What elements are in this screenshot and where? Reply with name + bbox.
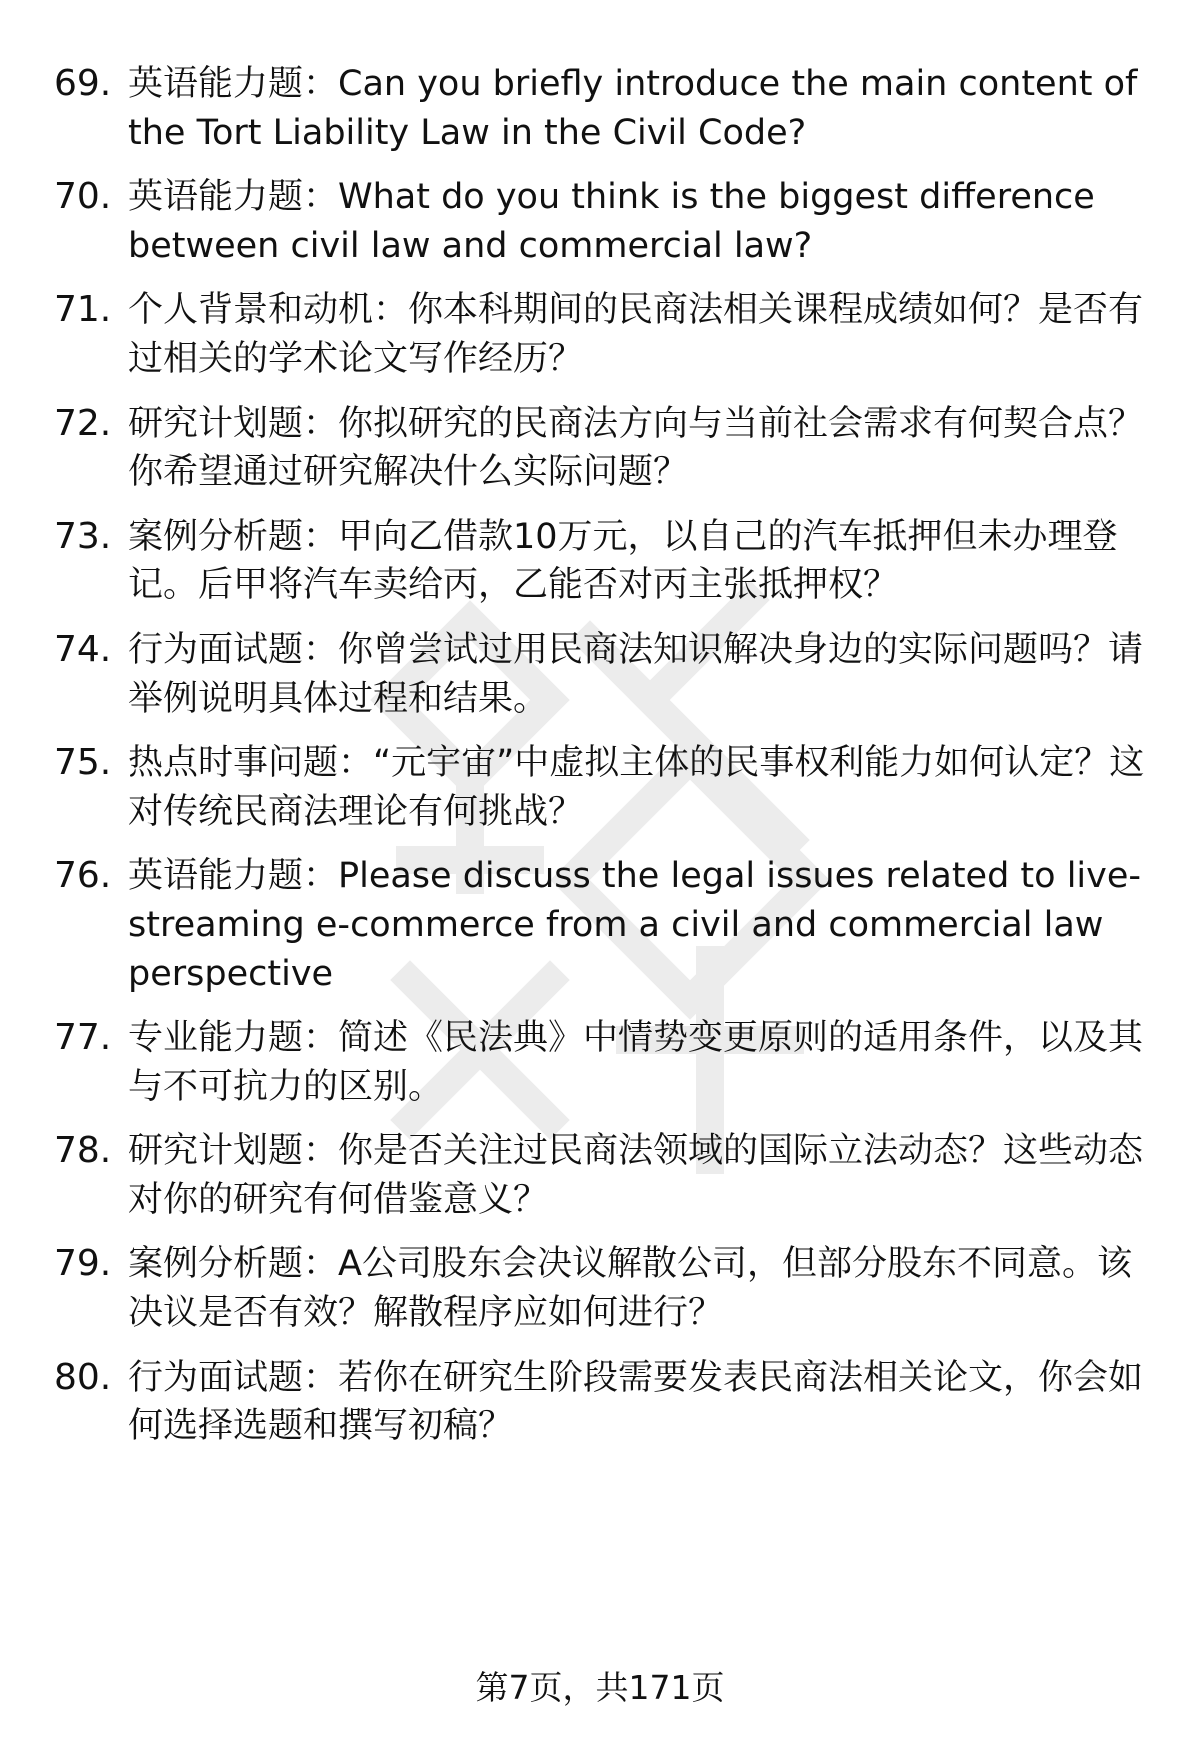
question-item <box>54 1014 1154 1111</box>
question-text: 研究计划题：你拟研究的民商法方向与当前社会需求有何契合点？你希望通过研究解决什么实际问题？ <box>128 403 1144 493</box>
question-number: 77. <box>54 1017 112 1059</box>
question-number: 74. <box>54 628 112 670</box>
question-text: 案例分析题：甲向乙借款10万元，以自己的汽车抵押但未办理登记。后甲将汽车卖给丙，乙能否对丙主张抵押权？ <box>128 516 1118 606</box>
question-number: 71. <box>54 289 112 331</box>
question-number: 76. <box>54 855 112 897</box>
question-item <box>54 513 1154 610</box>
question-text: 英语能力题：What do you think is the biggest difference between civil law and commercial law? <box>128 177 1095 266</box>
question-item <box>54 1127 1154 1224</box>
question-number: 79. <box>54 1243 112 1285</box>
question-number: 70. <box>54 176 112 218</box>
question-item <box>54 626 1154 723</box>
question-item <box>54 1354 1154 1451</box>
question-text: 案例分析题：A公司股东会决议解散公司，但部分股东不同意。该决议是否有效？解散程序应如何进行？ <box>128 1244 1132 1334</box>
question-text: 研究计划题：你是否关注过民商法领域的国际立法动态？这些动态对你的研究有何借鉴意义？ <box>128 1131 1144 1220</box>
question-text: 行为面试题：若你在研究生阶段需要发表民商法相关论文，你会如何选择选题和撰写初稿？ <box>128 1357 1144 1447</box>
question-item <box>54 852 1154 998</box>
question-number: 72. <box>54 402 112 444</box>
question-item <box>54 286 1154 383</box>
question-item <box>54 173 1154 270</box>
question-text: 英语能力题：Can you briefly introduce the main content of the Tort Liability Law in the Civil Code? <box>128 64 1138 153</box>
question-list <box>54 60 1154 1467</box>
page-footer: 第7页，共171页 <box>475 1668 725 1707</box>
question-number: 73. <box>54 515 112 557</box>
question-text: 个人背景和动机：你本科期间的民商法相关课程成绩如何？是否有过相关的学术论文写作经历？ <box>128 290 1144 379</box>
question-text: 英语能力题：Please discuss the legal issues related to live-streaming e-commerce from a civil and commercial law perspective <box>128 856 1142 994</box>
question-number: 69. <box>54 63 112 104</box>
question-text: 热点时事问题：“元宇宙”中虚拟主体的民事权利能力如何认定？这对传统民商法理论有何挑战？ <box>128 743 1145 832</box>
question-item <box>54 1240 1154 1337</box>
question-number: 78. <box>54 1130 112 1172</box>
question-item <box>54 739 1154 836</box>
question-text: 专业能力题：简述《民法典》中情势变更原则的适用条件，以及其与不可抗力的区别。 <box>128 1018 1144 1107</box>
question-item <box>54 400 1154 497</box>
question-text: 行为面试题：你曾尝试过用民商法知识解决身边的实际问题吗？请举例说明具体过程和结果。 <box>128 629 1144 719</box>
question-item <box>54 60 1154 157</box>
question-number: 80. <box>54 1356 112 1398</box>
question-number: 75. <box>54 742 112 784</box>
